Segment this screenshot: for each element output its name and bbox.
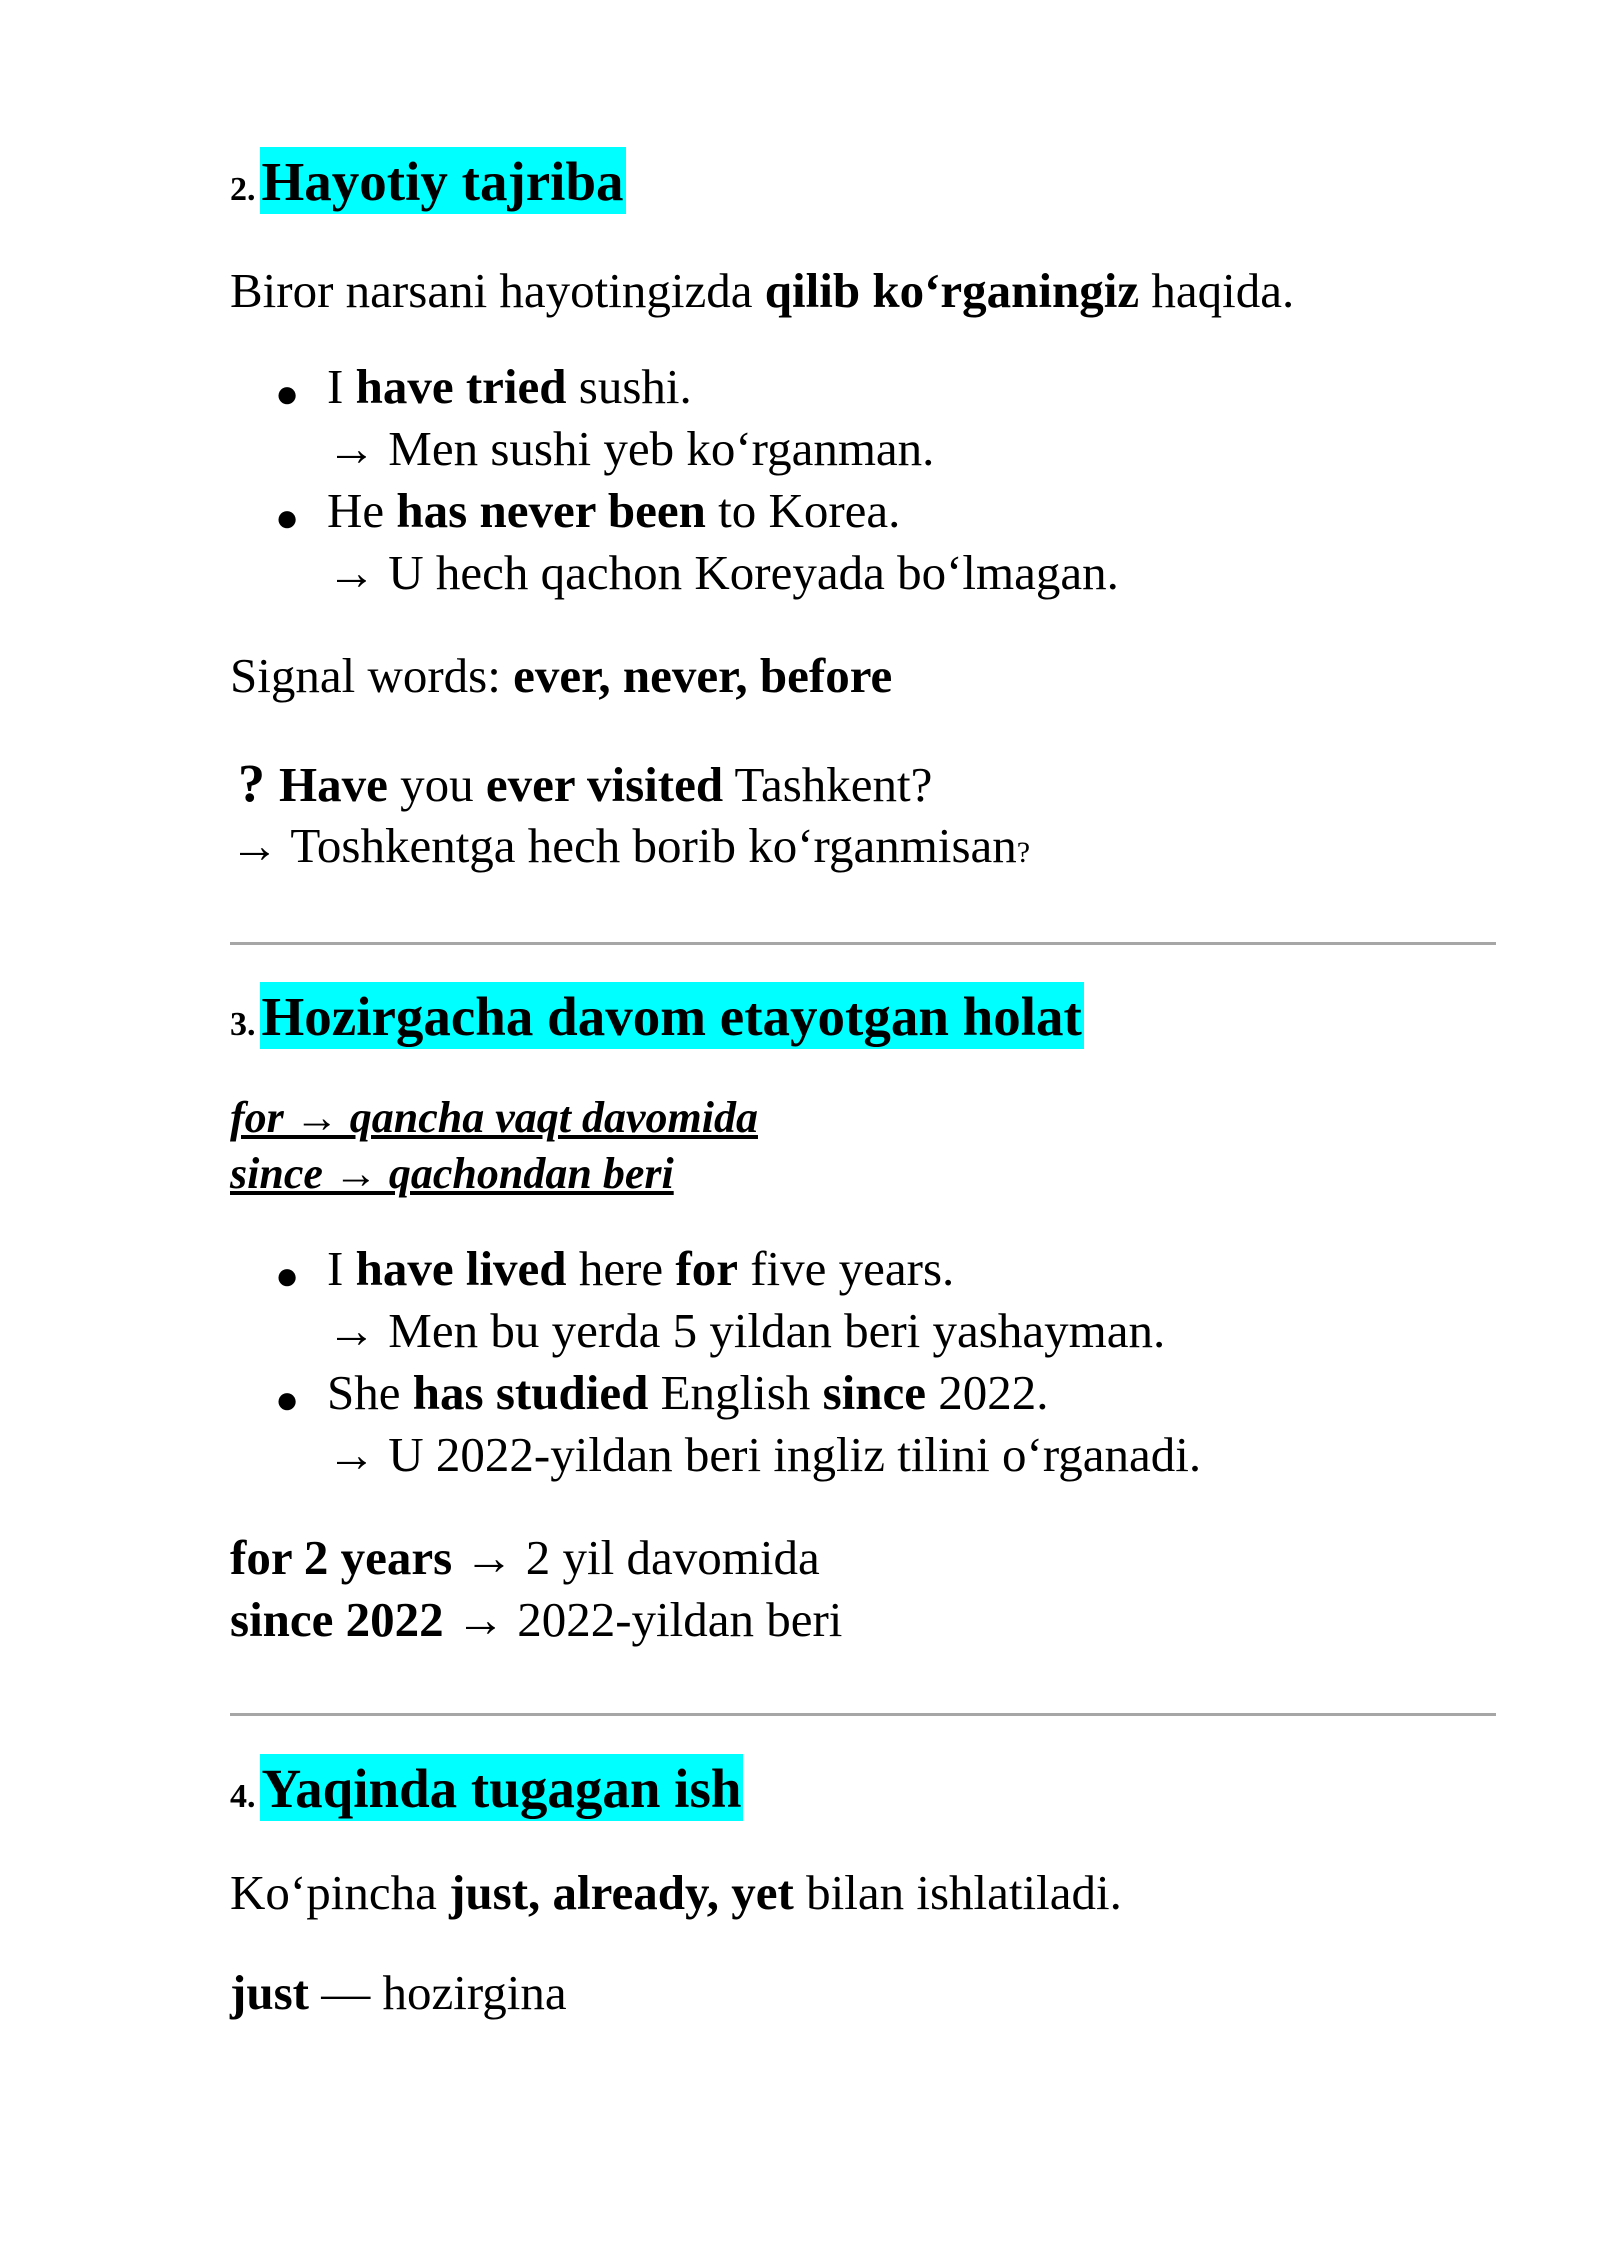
section-4-heading <box>230 1757 743 1820</box>
bullet-icon: ● <box>275 1377 300 1422</box>
section-2-heading <box>230 150 626 213</box>
section-3-heading <box>230 985 1084 1048</box>
for-example: for 2 years → 2 yil davomida <box>230 1530 820 1585</box>
list-item-translation: → Men sushi yeb ko‘rganman. <box>327 421 935 476</box>
section-title: Yaqinda tugagan ish <box>260 1754 744 1821</box>
for-definition: for → qancha vaqt davomida <box>230 1093 758 1142</box>
list-item-translation: → U 2022-yildan beri ingliz tilini o‘rganadi. <box>327 1427 1202 1482</box>
just-definition: just — hozirgina <box>230 1965 567 2020</box>
list-item: I have lived here for five years. <box>327 1241 955 1296</box>
divider <box>230 942 1496 945</box>
signal-words: Signal words: ever, never, before <box>230 648 893 703</box>
section-number: 2. <box>230 171 256 208</box>
divider <box>230 1713 1496 1716</box>
list-item-translation: → Men bu yerda 5 yildan beri yashayman. <box>327 1303 1166 1358</box>
question-mark-icon: ? <box>238 753 265 813</box>
section-2-intro: Biror narsani hayotingizda qilib ko‘rganingiz haqida. <box>230 263 1295 318</box>
list-item: She has studied English since 2022. <box>327 1365 1049 1420</box>
list-item: I have tried sushi. <box>327 359 692 414</box>
list-item-translation: → U hech qachon Koreyada bo‘lmagan. <box>327 545 1119 600</box>
since-definition: since → qachondan beri <box>230 1149 674 1198</box>
section-number: 3. <box>230 1006 256 1043</box>
since-example: since 2022 → 2022-yildan beri <box>230 1592 843 1647</box>
example-question: ? Have you ever visited Tashkent? <box>238 753 933 813</box>
example-answer: → Toshkentga hech borib ko‘rganmisan? <box>230 818 1031 873</box>
section-title: Hozirgacha davom etayotgan holat <box>260 982 1084 1049</box>
bullet-icon: ● <box>275 1253 300 1298</box>
list-item: He has never been to Korea. <box>327 483 901 538</box>
bullet-icon: ● <box>275 495 300 540</box>
bullet-icon: ● <box>275 371 300 416</box>
section-4-intro: Ko‘pincha just, already, yet bilan ishlatiladi. <box>230 1865 1122 1920</box>
section-title: Hayotiy tajriba <box>260 147 626 214</box>
section-number: 4. <box>230 1778 256 1815</box>
